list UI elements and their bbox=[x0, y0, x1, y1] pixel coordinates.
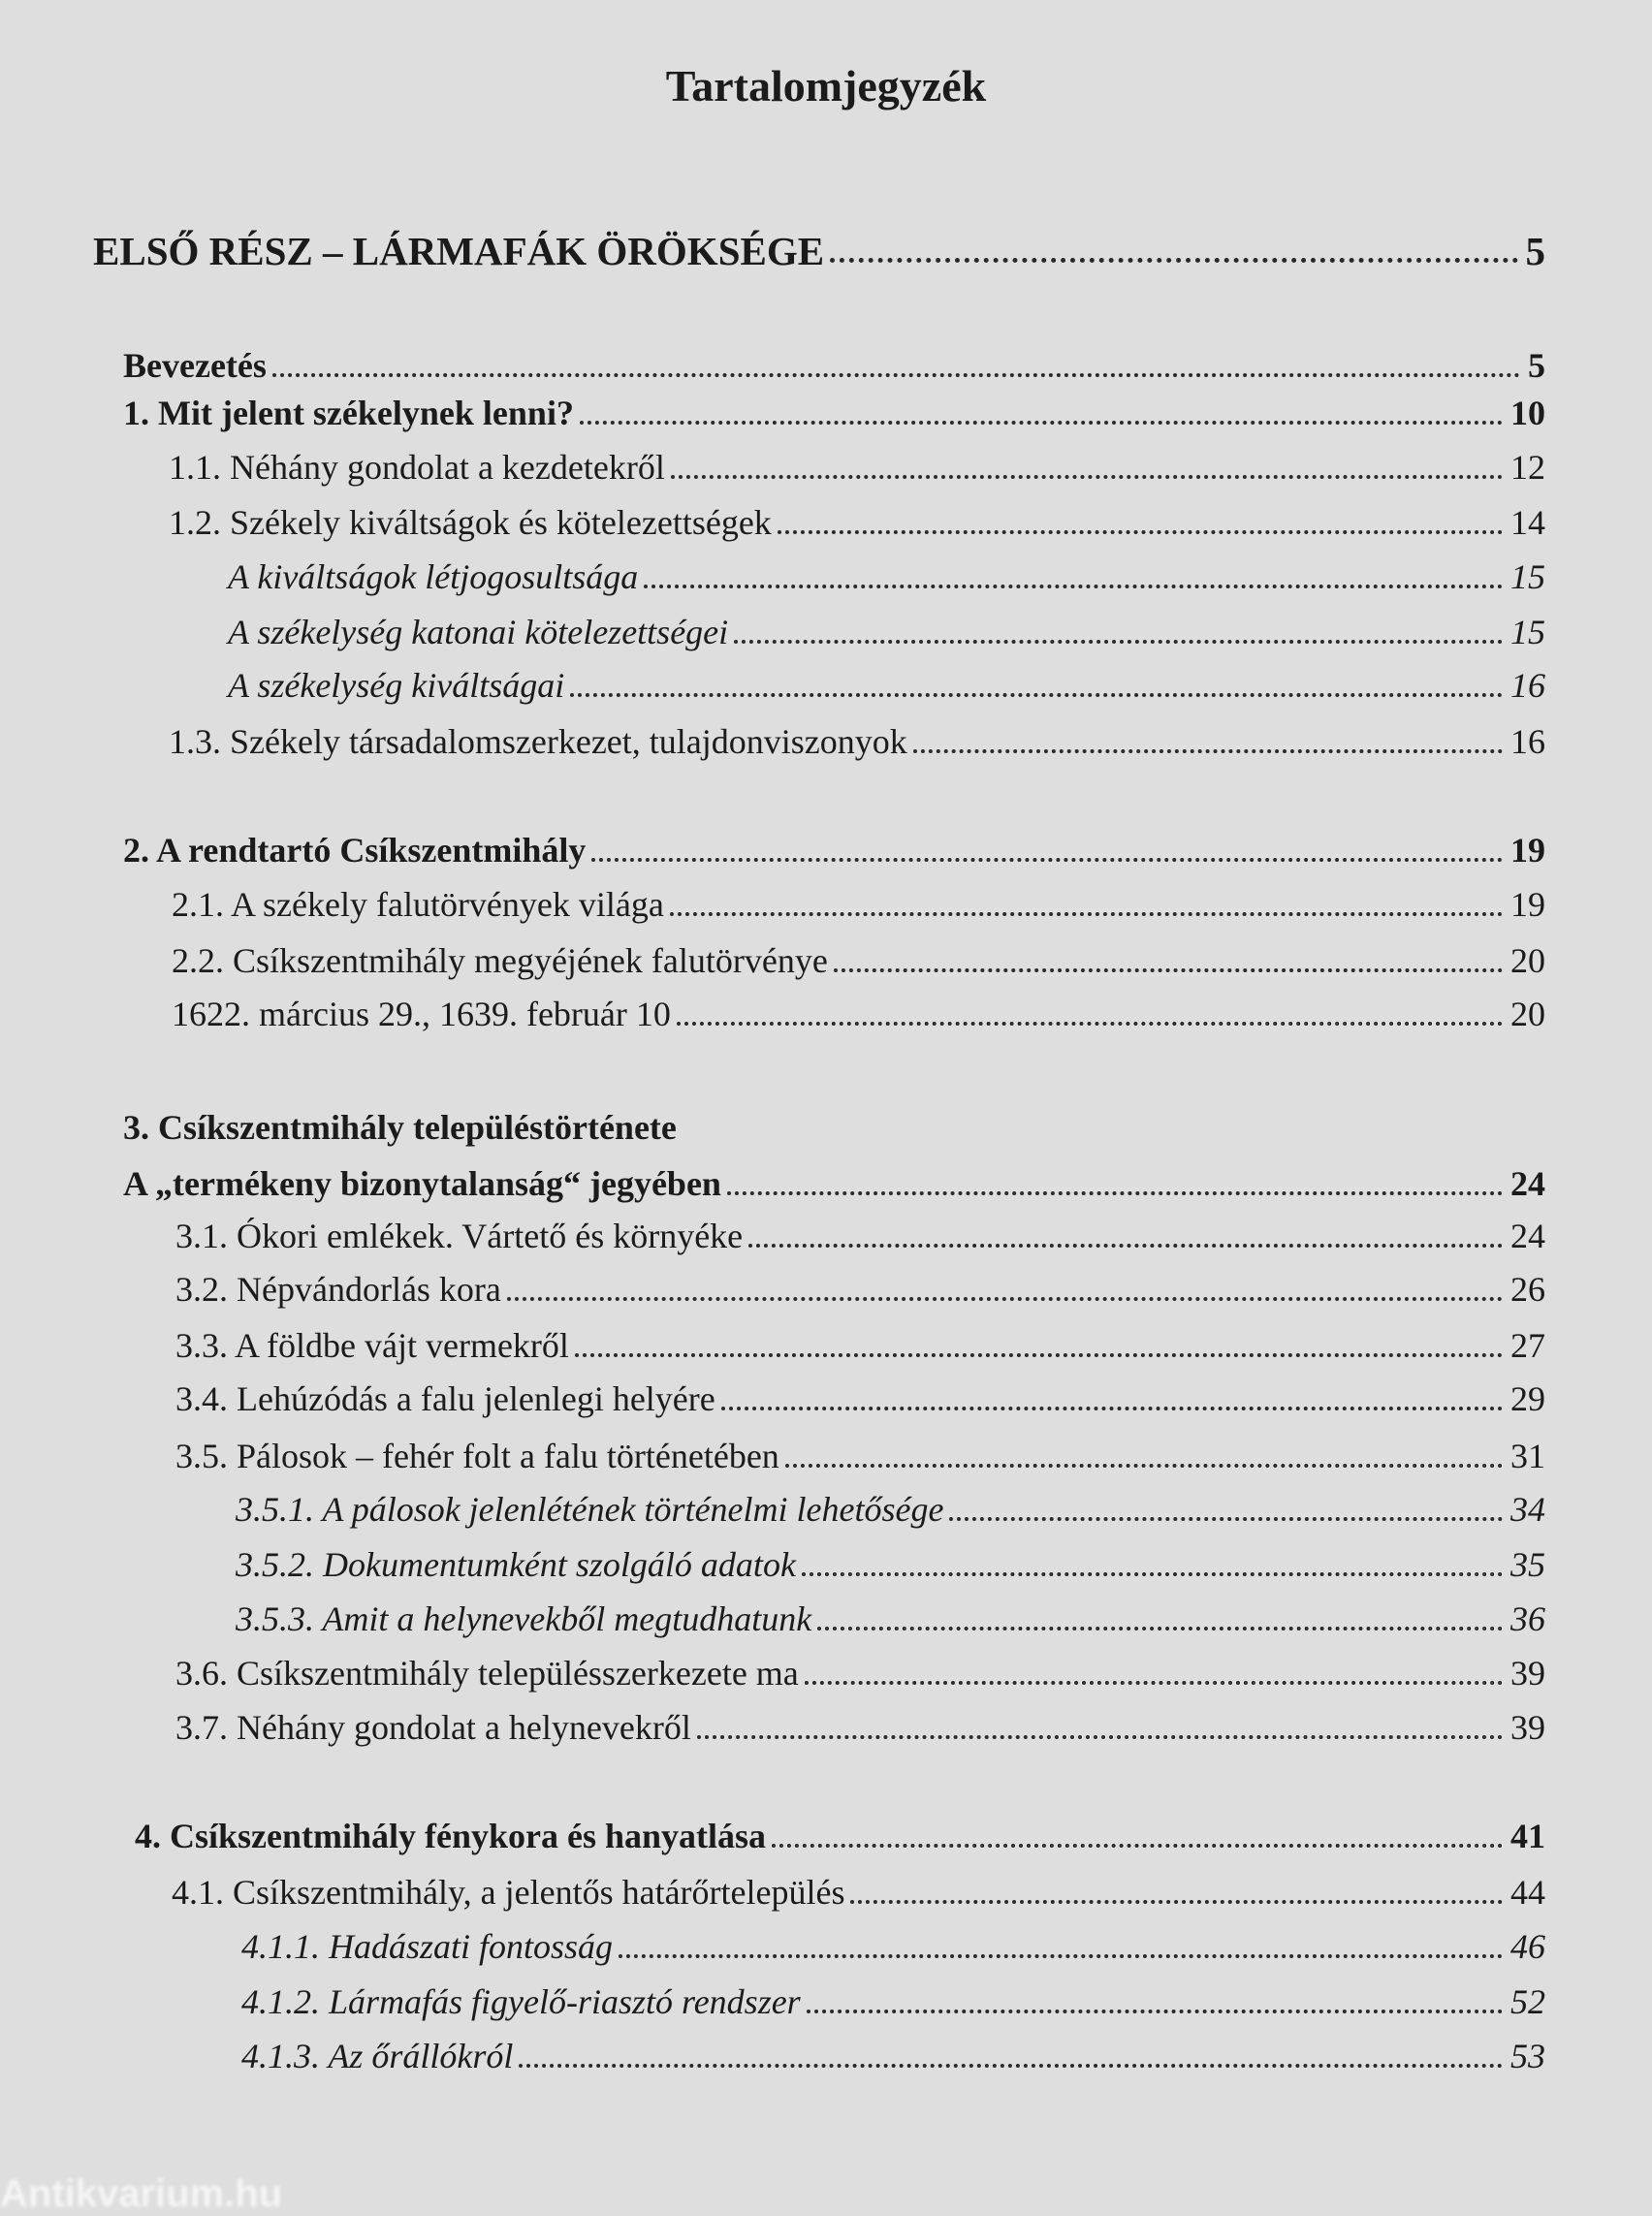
toc-entry bbox=[172, 938, 1545, 983]
toc-label: A kiváltságok létjogosultsága bbox=[228, 557, 639, 596]
toc-part-heading bbox=[93, 229, 1545, 273]
toc-entry bbox=[175, 1323, 1545, 1368]
dot-leader bbox=[949, 1517, 1503, 1521]
toc-label: 3. Csíkszentmihály településtörténete bbox=[123, 1108, 677, 1147]
toc-entry bbox=[123, 343, 1545, 388]
dot-leader bbox=[727, 1191, 1503, 1195]
toc-label: 4.1.1. Hadászati fontosság bbox=[241, 1927, 614, 1966]
toc-entry bbox=[241, 1924, 1545, 1969]
toc-label: 3.5.1. A pálosok jelenlétének történelmi lehetősége bbox=[236, 1490, 944, 1529]
toc-label: A székelység kiváltságai bbox=[228, 666, 565, 705]
toc-page: 26 bbox=[1510, 1270, 1545, 1309]
toc-label: 3.7. Néhány gondolat a helynevekről bbox=[175, 1708, 691, 1747]
toc-page: 20 bbox=[1510, 995, 1545, 1033]
toc-entry bbox=[123, 828, 1545, 872]
toc-entry bbox=[175, 1214, 1545, 1258]
toc-page: 24 bbox=[1510, 1217, 1545, 1255]
toc-page: 44 bbox=[1510, 1873, 1545, 1912]
dot-leader bbox=[772, 1844, 1503, 1848]
toc-entry bbox=[228, 610, 1545, 654]
toc-page: 12 bbox=[1510, 448, 1545, 487]
toc-page: 16 bbox=[1510, 666, 1545, 705]
toc-label: A „termékeny bizonytalanság“ jegyében bbox=[123, 1164, 721, 1203]
toc-page: 36 bbox=[1510, 1599, 1545, 1638]
toc-label: 2. A rendtartó Csíkszentmihály bbox=[123, 831, 587, 870]
toc-label: A székelység katonai kötelezettségei bbox=[228, 613, 729, 651]
dot-leader bbox=[570, 693, 1503, 697]
dot-leader bbox=[670, 912, 1503, 916]
toc-entry bbox=[175, 1705, 1545, 1750]
toc-page: 19 bbox=[1510, 885, 1545, 924]
dot-leader bbox=[913, 749, 1503, 753]
dot-leader bbox=[850, 1900, 1503, 1904]
toc-label: 4. Csíkszentmihály fénykora és hanyatlása bbox=[135, 1817, 767, 1855]
toc-label: 1. Mit jelent székelynek lenni? bbox=[123, 394, 574, 432]
toc-label: 1.1. Néhány gondolat a kezdetekről bbox=[169, 448, 665, 487]
dot-leader bbox=[671, 475, 1503, 479]
toc-page: 20 bbox=[1510, 941, 1545, 980]
toc-page: 19 bbox=[1510, 831, 1545, 870]
toc-page: 41 bbox=[1510, 1817, 1545, 1855]
dot-leader bbox=[619, 1954, 1503, 1958]
dot-leader bbox=[785, 1464, 1503, 1468]
toc-entry bbox=[169, 445, 1545, 490]
toc-entry bbox=[123, 391, 1545, 435]
toc-page: 27 bbox=[1510, 1326, 1545, 1365]
toc-page: 39 bbox=[1510, 1708, 1545, 1747]
toc-page: 24 bbox=[1510, 1164, 1545, 1203]
toc-page: 15 bbox=[1510, 557, 1545, 596]
dot-leader bbox=[805, 1681, 1503, 1685]
toc-entry bbox=[175, 1651, 1545, 1695]
toc-entry bbox=[236, 1542, 1545, 1587]
toc-entry bbox=[228, 554, 1545, 599]
toc-label: 3.5. Pálosok – fehér folt a falu történetében bbox=[175, 1437, 779, 1475]
dot-leader bbox=[519, 2064, 1503, 2068]
toc-entry bbox=[135, 1814, 1545, 1858]
toc-page: 5 bbox=[1528, 346, 1545, 385]
toc-label: 1.3. Székely társadalomszerkezet, tulajdonviszonyok bbox=[169, 722, 907, 761]
toc-entry bbox=[169, 500, 1545, 545]
toc-label: 4.1.3. Az őrállókról bbox=[241, 2037, 514, 2075]
toc-label: 3.5.3. Amit a helynevekből megtudhatunk bbox=[236, 1599, 812, 1638]
toc-entry bbox=[172, 992, 1545, 1036]
toc-page: 39 bbox=[1510, 1654, 1545, 1693]
toc-label: 4.1. Csíkszentmihály, a jelentős határőrtelepülés bbox=[172, 1873, 845, 1912]
dot-leader bbox=[778, 530, 1503, 534]
toc-label: 3.4. Lehúzódás a falu jelenlegi helyére bbox=[175, 1379, 715, 1418]
toc-page: 16 bbox=[1510, 722, 1545, 761]
dot-leader bbox=[697, 1735, 1503, 1739]
toc-label: 2.1. A székely falutörvények világa bbox=[172, 885, 664, 924]
toc-label: 4.1.2. Lármafás figyelő-riasztó rendszer bbox=[241, 1982, 801, 2021]
toc-label: 3.5.2. Dokumentumként szolgáló adatok bbox=[236, 1545, 796, 1584]
toc-label: Bevezetés bbox=[123, 346, 267, 385]
dot-leader bbox=[677, 1022, 1503, 1026]
toc-page: 52 bbox=[1510, 1982, 1545, 2021]
toc-page: 31 bbox=[1510, 1437, 1545, 1475]
toc-page: 53 bbox=[1510, 2037, 1545, 2075]
page-title: Tartalomjegyzék bbox=[665, 61, 987, 111]
dot-leader bbox=[272, 373, 1520, 377]
dot-leader bbox=[644, 585, 1503, 588]
toc-page: 5 bbox=[1525, 229, 1545, 273]
dot-leader bbox=[721, 1407, 1503, 1410]
dot-leader bbox=[575, 1353, 1503, 1357]
toc-page: 35 bbox=[1510, 1545, 1545, 1584]
toc-entry bbox=[241, 1979, 1545, 2024]
toc-entry bbox=[175, 1434, 1545, 1478]
toc-entry bbox=[172, 882, 1545, 927]
dot-leader bbox=[591, 858, 1503, 862]
toc-page: 14 bbox=[1510, 503, 1545, 542]
toc-label: 3.3. A földbe vájt vermekről bbox=[175, 1326, 569, 1365]
toc-page: 46 bbox=[1510, 1927, 1545, 1966]
toc-entry bbox=[228, 663, 1545, 708]
toc-entry bbox=[172, 1870, 1545, 1915]
toc-entry bbox=[175, 1377, 1545, 1421]
toc-label: 2.2. Csíkszentmihály megyéjének falutörvénye bbox=[172, 941, 828, 980]
toc-label: 3.1. Ókori emlékek. Vártető és környéke bbox=[175, 1217, 744, 1255]
toc-page: 29 bbox=[1510, 1379, 1545, 1418]
dot-leader bbox=[580, 421, 1503, 425]
dot-leader bbox=[734, 640, 1503, 644]
toc-entry bbox=[236, 1597, 1545, 1641]
toc-label: 1.2. Székely kiváltságok és kötelezettségek bbox=[169, 503, 772, 542]
toc-page: 10 bbox=[1510, 394, 1545, 432]
watermark: Antikvarium.hu bbox=[0, 2172, 283, 2215]
toc-page: 15 bbox=[1510, 613, 1545, 651]
dot-leader bbox=[830, 258, 1517, 263]
dot-leader bbox=[807, 2010, 1503, 2013]
toc-label: 1622. március 29., 1639. február 10 bbox=[172, 995, 671, 1033]
dot-leader bbox=[802, 1572, 1503, 1576]
dot-leader bbox=[834, 968, 1503, 972]
toc-label: ELSŐ RÉSZ – LÁRMAFÁK ÖRÖKSÉGE bbox=[93, 229, 825, 273]
toc-entry bbox=[241, 2034, 1545, 2078]
toc-label: 3.6. Csíkszentmihály településszerkezete ma bbox=[175, 1654, 799, 1693]
toc-entry bbox=[236, 1487, 1545, 1532]
toc-entry bbox=[123, 1161, 1545, 1206]
dot-leader bbox=[817, 1627, 1503, 1630]
toc-page: 34 bbox=[1510, 1490, 1545, 1529]
dot-leader bbox=[507, 1297, 1503, 1301]
dot-leader bbox=[748, 1244, 1503, 1248]
toc-entry bbox=[169, 719, 1545, 764]
toc-entry bbox=[123, 1105, 1545, 1150]
toc-entry bbox=[175, 1267, 1545, 1312]
toc-label: 3.2. Népvándorlás kora bbox=[175, 1270, 501, 1309]
